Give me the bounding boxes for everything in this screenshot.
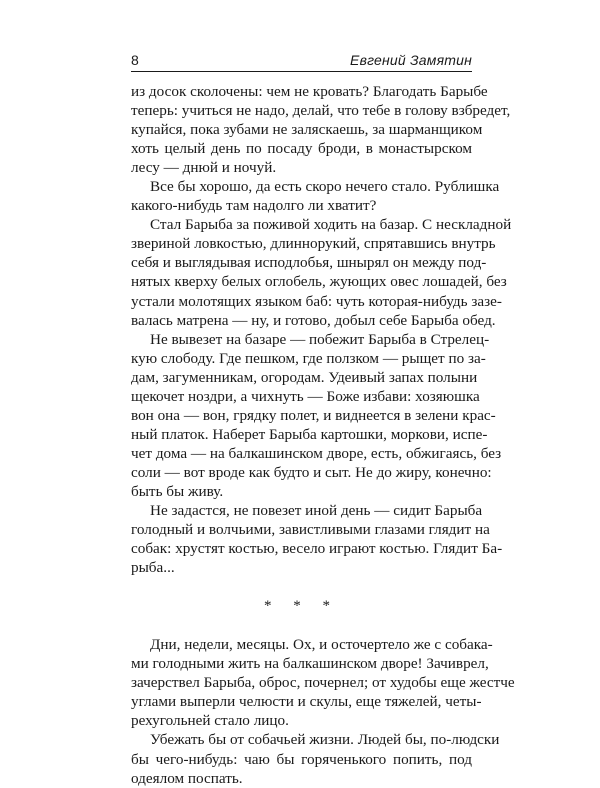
text-line: теперь: учиться не надо, делай, что тебе в голову взбредет, <box>131 102 511 120</box>
paragraph <box>131 330 502 501</box>
text-line: рехугольней стало лицо. <box>131 712 289 730</box>
page-number: 8 <box>131 52 139 68</box>
text-line: щекочет ноздри, а чихнуть — Боже избави: хозяюшка <box>131 387 480 405</box>
text-line: кую слободу. Где пешком, где ползком — рыщет по за- <box>131 349 486 367</box>
text-line: какого-нибудь там надолго ли хватит? <box>131 197 377 215</box>
text-line: ный платок. Наберет Барыба картошки, моркови, испе- <box>131 425 488 443</box>
text-line: вон она — вон, грядку полет, и виднеется в зелени крас- <box>131 406 496 424</box>
text-line: Убежать бы от собачьей жизни. Людей бы, по-людски <box>150 731 500 749</box>
text-line: устали молотящих языком баб: чуть которая-нибудь зазе- <box>131 292 502 310</box>
running-header <box>131 48 472 72</box>
text-line: собак: хрустят костью, весело играют костью. Глядит Ба- <box>131 540 503 558</box>
text-line: быть бы живу. <box>131 482 224 500</box>
paragraph <box>131 82 511 177</box>
text-line: рыба... <box>131 559 175 577</box>
section-break: * * * <box>264 598 339 615</box>
body-text <box>131 82 515 788</box>
text-line: из досок сколочены: чем не кровать? Благодать Барыбе <box>131 83 488 100</box>
paragraph <box>131 215 512 329</box>
text-line: одеялом поспать. <box>131 769 243 787</box>
text-line: звериной ловкостью, длиннорукий, спрятавшись внутрь <box>131 235 496 253</box>
text-line: углами выперли челюсти и скулы, еще тяжелей, четы- <box>131 693 482 711</box>
text-line: Дни, недели, месяцы. Ох, и осточертело же с собака- <box>150 636 493 654</box>
text-line: хоть целый день по посаду броди, в монастырском <box>131 140 472 158</box>
text-line: Не вывезет на базаре — побежит Барыба в Стрелец- <box>150 330 490 348</box>
text-line: соли — вот вроде как будто и сыт. Не до жиру, конечно: <box>131 463 492 481</box>
text-line: Стал Барыба за поживой ходить на базар. С нескладной <box>150 216 512 234</box>
text-line: бы чего-нибудь: чаю бы горяченького попить, под <box>131 750 472 768</box>
header-rule <box>131 71 472 72</box>
paragraph <box>131 635 515 730</box>
text-line: чет дома — на балкашинском дворе, есть, обжигаясь, без <box>131 444 502 462</box>
text-line: нятых кверху белых оглобель, жующих овес лошадей, без <box>131 273 507 291</box>
text-line: валась матрена — ну, и готово, добыл себе Барыба обед. <box>131 311 496 329</box>
running-title: Евгений Замятин <box>350 52 472 68</box>
text-line: ми голодными жить на балкашинском дворе! Зачиврел, <box>131 655 489 673</box>
paragraph <box>131 730 500 787</box>
text-line: Все бы хорошо, да есть скоро нечего стало. Рублишка <box>150 178 500 196</box>
text-line: голодный и волчьими, завистливыми глазами глядит на <box>131 521 490 539</box>
text-line: зачерствел Барыба, оброс, почернел; от худобы еще жестче <box>131 674 515 692</box>
text-line: дам, загуменникам, огородам. Удеивый запах полыни <box>131 368 478 386</box>
paragraph <box>131 501 503 577</box>
paragraph <box>131 177 500 215</box>
text-line: лесу — днюй и ночуй. <box>131 159 277 177</box>
text-line: Не задастся, не повезет иной день — сидит Барыба <box>150 502 483 520</box>
text-line: себя и выглядывая исподлобья, шнырял он между под- <box>131 254 487 272</box>
text-line: купайся, пока зубами не заляскаешь, за шарманщиком <box>131 121 483 139</box>
